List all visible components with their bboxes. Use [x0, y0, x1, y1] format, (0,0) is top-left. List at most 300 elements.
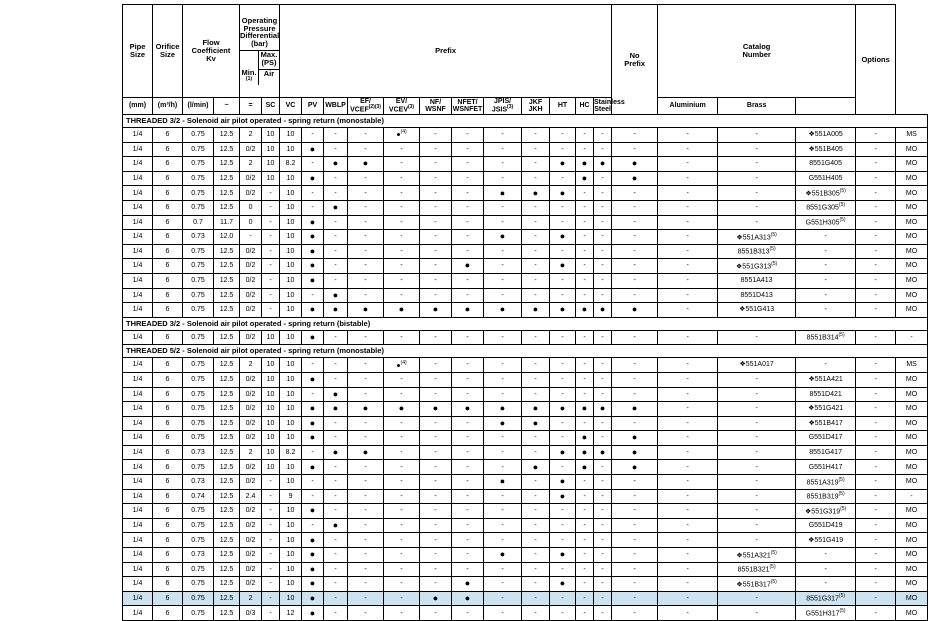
cell-pipe-size: 1/4	[123, 330, 153, 345]
cell-prefix-jpis: -	[550, 171, 576, 186]
cell-prefix-vc: -	[324, 128, 348, 143]
cell-flow-lmin: 12.5	[214, 460, 240, 475]
cell-prefix-nfet: -	[522, 562, 550, 577]
cell-catalog-aluminium: -	[796, 259, 856, 274]
table-row[interactable]	[123, 475, 928, 490]
cell-pressure-min: 0/2	[240, 186, 262, 201]
cell-catalog-aluminium: -	[796, 562, 856, 577]
cell-catalog-brass: -	[856, 606, 896, 621]
cell-prefix-ht: -	[594, 171, 612, 186]
cell-catalog-stainless: -	[718, 402, 796, 417]
cell-prefix-vc: -	[324, 548, 348, 563]
cell-pipe-size: 1/4	[123, 288, 153, 303]
cell-prefix-nf: -	[484, 142, 522, 157]
cell-catalog-aluminium: ❖551A421	[796, 372, 856, 387]
cell-prefix-nfet: -	[522, 577, 550, 592]
cell-prefix-sc: ●	[302, 171, 324, 186]
cell-prefix-ht: -	[594, 259, 612, 274]
cell-pressure-max: 10	[262, 460, 280, 475]
cell-prefix-nfet: -	[522, 215, 550, 230]
cell-prefix-pv: -	[348, 230, 384, 245]
cell-flow-lmin: 12.5	[214, 186, 240, 201]
cell-prefix-nf: -	[484, 259, 522, 274]
cell-flow-lmin: 12.5	[214, 431, 240, 446]
cell-pipe-size: 1/4	[123, 489, 153, 504]
cell-flow-lmin: 12.5	[214, 562, 240, 577]
cell-orifice-size: 6	[153, 431, 183, 446]
cell-prefix-ef: -	[420, 504, 452, 519]
cell-flow-lmin: 12.5	[214, 200, 240, 215]
cell-kv: 0.75	[183, 200, 214, 215]
table-row[interactable]	[123, 591, 928, 606]
cell-prefix-vc: -	[324, 577, 348, 592]
section-header-row	[123, 345, 928, 358]
cell-pressure-air: 12	[280, 606, 302, 621]
cell-prefix-vc: -	[324, 186, 348, 201]
cell-prefix-jkf: -	[576, 186, 594, 201]
cell-options: MO	[896, 402, 928, 417]
cell-kv: 0.73	[183, 230, 214, 245]
cell-no-prefix: -	[658, 273, 718, 288]
cell-prefix-ht: -	[594, 475, 612, 490]
cell-pressure-min: 0/2	[240, 244, 262, 259]
cell-no-prefix: -	[658, 288, 718, 303]
cell-prefix-wblp: -	[384, 157, 420, 172]
cell-prefix-hc: -	[612, 475, 658, 490]
unit-min: ~	[214, 98, 240, 115]
cell-flow-lmin: 12.5	[214, 303, 240, 318]
cell-pressure-max: -	[262, 504, 280, 519]
cell-prefix-pv: ●	[348, 445, 384, 460]
cell-prefix-nfet: -	[522, 142, 550, 157]
cell-prefix-pv: ●	[348, 402, 384, 417]
cell-pressure-min: 0/2	[240, 548, 262, 563]
cell-catalog-aluminium: 8551G317$^{(5)}$	[796, 591, 856, 606]
cell-pressure-air: 10	[280, 288, 302, 303]
cell-prefix-wblp: -	[384, 273, 420, 288]
cell-prefix-pv: -	[348, 358, 384, 373]
cell-pressure-max: 10	[262, 358, 280, 373]
cell-catalog-brass: -	[856, 303, 896, 318]
table-row[interactable]	[123, 273, 928, 288]
cell-prefix-ev: -	[452, 358, 484, 373]
cell-prefix-ef: -	[420, 215, 452, 230]
cell-prefix-vc: -	[324, 489, 348, 504]
table-row[interactable]	[123, 606, 928, 621]
cell-catalog-brass: -	[856, 416, 896, 431]
cell-prefix-ef: -	[420, 259, 452, 274]
cell-catalog-stainless: ❖551A017	[718, 358, 796, 373]
cell-flow-lmin: 12.5	[214, 475, 240, 490]
cell-prefix-pv: -	[348, 171, 384, 186]
cell-prefix-jpis: -	[550, 518, 576, 533]
cell-no-prefix: -	[658, 606, 718, 621]
cell-prefix-sc: ●	[302, 303, 324, 318]
table-row[interactable]	[123, 489, 928, 504]
cell-pipe-size: 1/4	[123, 402, 153, 417]
cell-prefix-sc: ●	[302, 416, 324, 431]
cell-catalog-stainless: -	[718, 372, 796, 387]
cell-pressure-air: 10	[280, 504, 302, 519]
cell-catalog-brass: -	[856, 200, 896, 215]
cell-pressure-max: -	[262, 591, 280, 606]
cell-catalog-brass: -	[856, 142, 896, 157]
cell-catalog-stainless: -	[718, 518, 796, 533]
cell-prefix-hc: ●	[612, 157, 658, 172]
cell-prefix-ev: -	[452, 548, 484, 563]
cell-catalog-aluminium: ❖551G319$^{(5)}$	[796, 504, 856, 519]
cell-pressure-min: 2	[240, 445, 262, 460]
cell-pipe-size: 1/4	[123, 157, 153, 172]
cell-prefix-pv: -	[348, 562, 384, 577]
cell-no-prefix: -	[658, 358, 718, 373]
cell-orifice-size: 6	[153, 504, 183, 519]
cell-catalog-aluminium: 8551B319$^{(5)}$	[796, 489, 856, 504]
cell-prefix-ht: -	[594, 416, 612, 431]
cell-options: MO	[896, 577, 928, 592]
cell-pressure-max: 10	[262, 157, 280, 172]
table-row[interactable]	[123, 215, 928, 230]
cell-catalog-aluminium: G551D419	[796, 518, 856, 533]
cell-pressure-max: -	[262, 606, 280, 621]
cell-options: MO	[896, 142, 928, 157]
table-row[interactable]	[123, 330, 928, 345]
cell-pressure-air: 10	[280, 358, 302, 373]
cell-prefix-jkf: ●	[576, 157, 594, 172]
table-row[interactable]	[123, 402, 928, 417]
cell-prefix-wblp: -	[384, 186, 420, 201]
table-row[interactable]	[123, 157, 928, 172]
table-row[interactable]	[123, 504, 928, 519]
cell-catalog-brass: -	[856, 431, 896, 446]
cell-catalog-aluminium: 8551A319$^{(5)}$	[796, 475, 856, 490]
cell-prefix-wblp: -	[384, 215, 420, 230]
section-header-row	[123, 115, 928, 128]
cell-prefix-jkf: -	[576, 372, 594, 387]
cell-prefix-jkf: ●	[576, 460, 594, 475]
cell-catalog-brass: -	[856, 273, 896, 288]
cell-prefix-ef: ●	[420, 303, 452, 318]
cell-prefix-wblp: -	[384, 288, 420, 303]
cell-prefix-jpis: -	[550, 562, 576, 577]
cell-kv: 0.75	[183, 303, 214, 318]
table-row[interactable]	[123, 518, 928, 533]
cell-prefix-pv: -	[348, 606, 384, 621]
cell-prefix-jpis: -	[550, 431, 576, 446]
cell-prefix-nf: -	[484, 562, 522, 577]
cell-no-prefix: -	[658, 504, 718, 519]
cell-orifice-size: 6	[153, 200, 183, 215]
cell-pipe-size: 1/4	[123, 460, 153, 475]
cell-pressure-min: 2.4	[240, 489, 262, 504]
cell-pipe-size: 1/4	[123, 533, 153, 548]
table-row[interactable]	[123, 416, 928, 431]
cell-prefix-ef: -	[420, 288, 452, 303]
cell-flow-lmin: 12.5	[214, 372, 240, 387]
cell-orifice-size: 6	[153, 548, 183, 563]
cell-prefix-pv: -	[348, 431, 384, 446]
cell-kv: 0.75	[183, 186, 214, 201]
cell-orifice-size: 6	[153, 533, 183, 548]
cell-prefix-sc: -	[302, 128, 324, 143]
cell-prefix-ev: -	[452, 128, 484, 143]
cell-catalog-stainless: -	[718, 475, 796, 490]
cell-catalog-brass: -	[856, 244, 896, 259]
cell-prefix-nf: -	[484, 288, 522, 303]
cell-prefix-ef: -	[420, 142, 452, 157]
cell-catalog-brass: -	[856, 230, 896, 245]
cell-prefix-ht: ●	[594, 445, 612, 460]
cell-prefix-nf: ●	[484, 230, 522, 245]
cell-prefix-ht: -	[594, 577, 612, 592]
cell-flow-lmin: 12.5	[214, 171, 240, 186]
table-row[interactable]	[123, 288, 928, 303]
cell-prefix-jpis: -	[550, 215, 576, 230]
cell-prefix-pv: -	[348, 548, 384, 563]
cell-catalog-brass: -	[856, 128, 896, 143]
table-row[interactable]	[123, 577, 928, 592]
table-row[interactable]	[123, 200, 928, 215]
cell-prefix-ev: -	[452, 416, 484, 431]
cell-flow-lmin: 12.5	[214, 244, 240, 259]
cell-kv: 0.75	[183, 387, 214, 402]
cell-catalog-brass: -	[856, 548, 896, 563]
cell-prefix-vc: -	[324, 142, 348, 157]
table-row[interactable]	[123, 431, 928, 446]
cell-options: MS	[896, 128, 928, 143]
cell-options: MO	[896, 518, 928, 533]
cell-kv: 0.73	[183, 548, 214, 563]
unit-ev: EV/ VCEV$^{(3)}$	[384, 98, 420, 115]
cell-flow-lmin: 12.0	[214, 230, 240, 245]
cell-prefix-jkf: ●	[576, 445, 594, 460]
table-row[interactable]	[123, 303, 928, 318]
cell-prefix-sc: ●	[302, 230, 324, 245]
cell-prefix-jpis: ●	[550, 157, 576, 172]
cell-pressure-max: 10	[262, 171, 280, 186]
cell-prefix-jkf: -	[576, 591, 594, 606]
cell-prefix-jpis: ●	[550, 230, 576, 245]
cell-prefix-jpis: ●	[550, 186, 576, 201]
cell-prefix-wblp: -	[384, 591, 420, 606]
cell-kv: 0.75	[183, 431, 214, 446]
cell-catalog-aluminium: -	[796, 288, 856, 303]
cell-prefix-sc: ●	[302, 215, 324, 230]
cell-orifice-size: 6	[153, 402, 183, 417]
cell-catalog-aluminium: -	[796, 244, 856, 259]
cell-prefix-wblp: ●$^{(4)}$	[384, 358, 420, 373]
cell-no-prefix: -	[658, 200, 718, 215]
cell-orifice-size: 6	[153, 387, 183, 402]
cell-pressure-min: 0/2	[240, 387, 262, 402]
unit-pipe-size: (mm)	[123, 98, 153, 115]
table-row[interactable]	[123, 562, 928, 577]
cell-pressure-min: 2	[240, 157, 262, 172]
cell-prefix-ev: -	[452, 288, 484, 303]
table-row[interactable]	[123, 259, 928, 274]
cell-prefix-sc: ●	[302, 591, 324, 606]
cell-catalog-stainless: -	[718, 445, 796, 460]
cell-catalog-stainless: ❖551A321$^{(5)}$	[718, 548, 796, 563]
cell-no-prefix: -	[658, 445, 718, 460]
cell-pressure-max: -	[262, 489, 280, 504]
cell-prefix-vc: ●	[324, 157, 348, 172]
cell-catalog-brass: -	[856, 562, 896, 577]
col-pipe-size: Pipe Size	[123, 5, 153, 98]
cell-prefix-jkf: -	[576, 533, 594, 548]
table-row[interactable]	[123, 142, 928, 157]
cell-options: MO	[896, 591, 928, 606]
cell-orifice-size: 6	[153, 215, 183, 230]
cell-pressure-min: 0	[240, 200, 262, 215]
cell-prefix-ev: -	[452, 171, 484, 186]
unit-aluminium: Aluminium	[658, 98, 718, 115]
cell-orifice-size: 6	[153, 128, 183, 143]
cell-catalog-brass: -	[856, 387, 896, 402]
cell-catalog-aluminium: ❖551G419	[796, 533, 856, 548]
cell-prefix-vc: ●	[324, 288, 348, 303]
cell-catalog-brass: -	[856, 288, 896, 303]
cell-no-prefix: -	[658, 142, 718, 157]
cell-prefix-nfet: -	[522, 606, 550, 621]
cell-pressure-air: 10	[280, 548, 302, 563]
cell-catalog-brass: -	[856, 330, 896, 345]
table-row[interactable]	[123, 244, 928, 259]
cell-prefix-pv: -	[348, 372, 384, 387]
cell-kv: 0.74	[183, 489, 214, 504]
cell-pressure-air: 10	[280, 518, 302, 533]
cell-prefix-nfet: ●	[522, 460, 550, 475]
cell-prefix-pv: -	[348, 259, 384, 274]
cell-prefix-nf: -	[484, 445, 522, 460]
cell-prefix-nf: ●	[484, 416, 522, 431]
cell-kv: 0.75	[183, 416, 214, 431]
cell-prefix-wblp: -	[384, 230, 420, 245]
table-row[interactable]	[123, 533, 928, 548]
cell-prefix-ht: ●	[594, 157, 612, 172]
cell-prefix-pv: -	[348, 273, 384, 288]
cell-catalog-stainless: 8551A413	[718, 273, 796, 288]
cell-prefix-ht: -	[594, 330, 612, 345]
table-row[interactable]	[123, 548, 928, 563]
table-row[interactable]	[123, 460, 928, 475]
cell-pressure-min: 2	[240, 128, 262, 143]
cell-prefix-vc: -	[324, 372, 348, 387]
cell-prefix-vc: -	[324, 273, 348, 288]
cell-prefix-nf: -	[484, 606, 522, 621]
cell-options: MO	[896, 273, 928, 288]
table-row[interactable]	[123, 230, 928, 245]
cell-no-prefix: -	[658, 230, 718, 245]
cell-kv: 0.75	[183, 273, 214, 288]
cell-prefix-sc: -	[302, 518, 324, 533]
cell-orifice-size: 6	[153, 142, 183, 157]
cell-prefix-pv: -	[348, 591, 384, 606]
cell-pressure-min: 0/2	[240, 562, 262, 577]
cell-orifice-size: 6	[153, 475, 183, 490]
cell-prefix-nf: -	[484, 533, 522, 548]
cell-prefix-ef: -	[420, 416, 452, 431]
cell-catalog-brass: -	[856, 504, 896, 519]
cell-prefix-vc: -	[324, 431, 348, 446]
cell-pressure-min: 0/2	[240, 273, 262, 288]
cell-prefix-ef: -	[420, 128, 452, 143]
cell-prefix-ht: -	[594, 142, 612, 157]
cell-prefix-ev: -	[452, 215, 484, 230]
table-row[interactable]	[123, 128, 928, 143]
cell-no-prefix: -	[658, 416, 718, 431]
cell-flow-lmin: 12.5	[214, 259, 240, 274]
cell-prefix-nf: -	[484, 387, 522, 402]
cell-prefix-jkf: -	[576, 330, 594, 345]
cell-kv: 0.75	[183, 562, 214, 577]
cell-prefix-jkf: -	[576, 416, 594, 431]
cell-options: MO	[896, 157, 928, 172]
cell-prefix-nf: -	[484, 171, 522, 186]
cell-kv: 0.75	[183, 288, 214, 303]
cell-prefix-jpis: -	[550, 460, 576, 475]
cell-kv: 0.75	[183, 142, 214, 157]
cell-prefix-wblp: -	[384, 562, 420, 577]
cell-prefix-nf: ●	[484, 402, 522, 417]
cell-prefix-jpis: -	[550, 244, 576, 259]
cell-prefix-jpis: ●	[550, 445, 576, 460]
cell-kv: 0.73	[183, 445, 214, 460]
cell-catalog-stainless: -	[718, 128, 796, 143]
cell-prefix-hc: -	[612, 288, 658, 303]
cell-prefix-nfet: ●	[522, 303, 550, 318]
cell-prefix-jkf: -	[576, 489, 594, 504]
cell-catalog-aluminium: -	[796, 577, 856, 592]
table-header	[123, 5, 928, 115]
table-row[interactable]	[123, 445, 928, 460]
cell-options: MO	[896, 562, 928, 577]
cell-pressure-max: -	[262, 577, 280, 592]
cell-prefix-nf: -	[484, 591, 522, 606]
cell-pressure-air: 10	[280, 475, 302, 490]
cell-orifice-size: 6	[153, 372, 183, 387]
cell-kv: 0.73	[183, 475, 214, 490]
cell-catalog-brass: -	[856, 372, 896, 387]
cell-pressure-min: 0/2	[240, 416, 262, 431]
min-label: Min.$^{(1)}$	[241, 68, 257, 82]
cell-prefix-jkf: ●	[576, 431, 594, 446]
table-row[interactable]	[123, 358, 928, 373]
cell-pipe-size: 1/4	[123, 171, 153, 186]
cell-prefix-nfet: -	[522, 591, 550, 606]
cell-prefix-jpis: -	[550, 142, 576, 157]
cell-prefix-ef: -	[420, 230, 452, 245]
table-row[interactable]	[123, 372, 928, 387]
table-body	[123, 115, 928, 621]
cell-catalog-aluminium: ❖551B305$^{(5)}$	[796, 186, 856, 201]
cell-prefix-ht: -	[594, 200, 612, 215]
cell-catalog-aluminium: ❖551G421	[796, 402, 856, 417]
cell-catalog-stainless: -	[718, 186, 796, 201]
cell-prefix-wblp: -	[384, 606, 420, 621]
table-row[interactable]	[123, 171, 928, 186]
cell-prefix-ef: ●	[420, 591, 452, 606]
cell-prefix-wblp: -	[384, 142, 420, 157]
table-row[interactable]	[123, 186, 928, 201]
cell-pressure-max: -	[262, 230, 280, 245]
cell-pressure-max: -	[262, 475, 280, 490]
cell-prefix-ef: -	[420, 372, 452, 387]
table-row[interactable]	[123, 387, 928, 402]
cell-orifice-size: 6	[153, 606, 183, 621]
cell-options: MO	[896, 244, 928, 259]
cell-prefix-ev: -	[452, 157, 484, 172]
